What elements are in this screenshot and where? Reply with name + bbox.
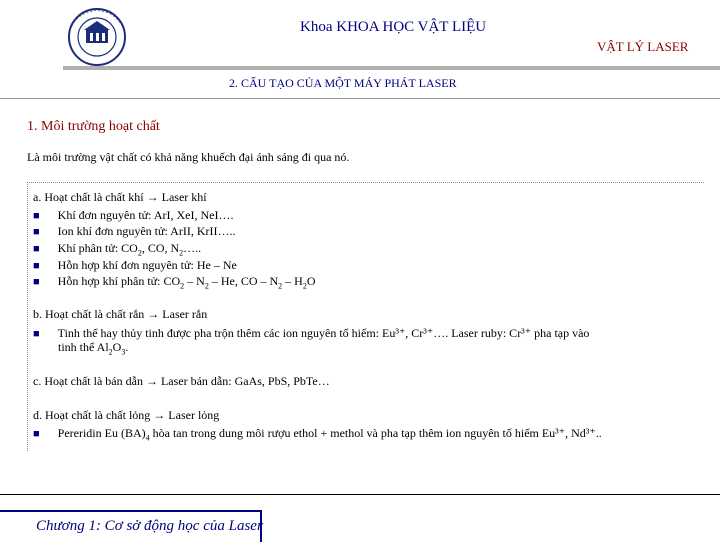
department-title: Khoa KHOA HỌC VẬT LIỆU xyxy=(300,19,487,35)
university-logo xyxy=(57,6,149,68)
footer-title: Chương 1: Cơ sở động học của Laser xyxy=(36,518,263,534)
gas-item-4: ■ Hỗn hợp khí đơn nguyên tử: He – Ne xyxy=(33,258,237,272)
gas-title: a. Hoạt chất là chất khí → Laser khí xyxy=(33,190,207,204)
bullet-icon: ■ xyxy=(33,226,40,238)
liquid-item: ■ Pereridin Eu $(BA)_4$ hòa tan trong dung môi rượu ethol + methol và pha tạp thêm ion nguyên tố hiếm Eu³⁺, Nd³⁺.. xyxy=(33,426,602,443)
gas-item-3: ■ Khí phân tử: $CO_2$, CO, $N_2\dots$.. xyxy=(33,241,202,258)
bullet-icon: ■ xyxy=(33,276,40,288)
subheading: 1. Môi trường hoạt chất xyxy=(27,119,160,134)
liquid-title: d. Hoạt chất là chất lỏng → Laser lỏng xyxy=(33,408,220,422)
definition-text: Là môi trường vật chất có khả năng khuếch đại ánh sáng đi qua nó. xyxy=(27,150,350,164)
solid-item: ■ Tinh thể hay thủy tinh được pha trộn thêm các ion nguyên tố hiếm: Eu³⁺, Cr³⁺…. Laser ruby: Cr³⁺ pha tạp vào xyxy=(33,326,590,340)
bullet-icon: ■ xyxy=(33,243,40,255)
gas-item-1: ■ Khí đơn nguyên tử: ArI, XeI, NeI…. xyxy=(33,208,234,222)
footer-divider xyxy=(0,494,720,495)
section-divider xyxy=(0,98,720,99)
bullet-icon: ■ xyxy=(33,428,40,440)
solid-title: b. Hoạt chất là chất rắn → Laser rắn xyxy=(33,307,208,321)
semiconductor-title: c. Hoạt chất là bán dẫn → Laser bán dẫn: GaAs, PbS, PbTe… xyxy=(33,374,330,388)
course-title: VẬT LÝ LASER xyxy=(597,39,689,54)
bullet-icon: ■ xyxy=(33,210,40,222)
gas-item-2: ■ Ion khí đơn nguyên tử: ArII, KrII….. xyxy=(33,224,236,238)
header-divider xyxy=(63,66,720,70)
bullet-icon: ■ xyxy=(33,328,40,340)
gas-item-5: ■ Hỗn hợp khí phân tử: $CO_2 - N_2$ – He, CO – $N_2 - H_2O$ xyxy=(33,274,316,291)
section-title: 2. CẤU TẠO CỦA MỘT MÁY PHÁT LASER xyxy=(229,76,457,90)
bullet-icon: ■ xyxy=(33,260,40,272)
solid-item-cont: tinh thể $Al_2O_3$. xyxy=(58,340,129,357)
